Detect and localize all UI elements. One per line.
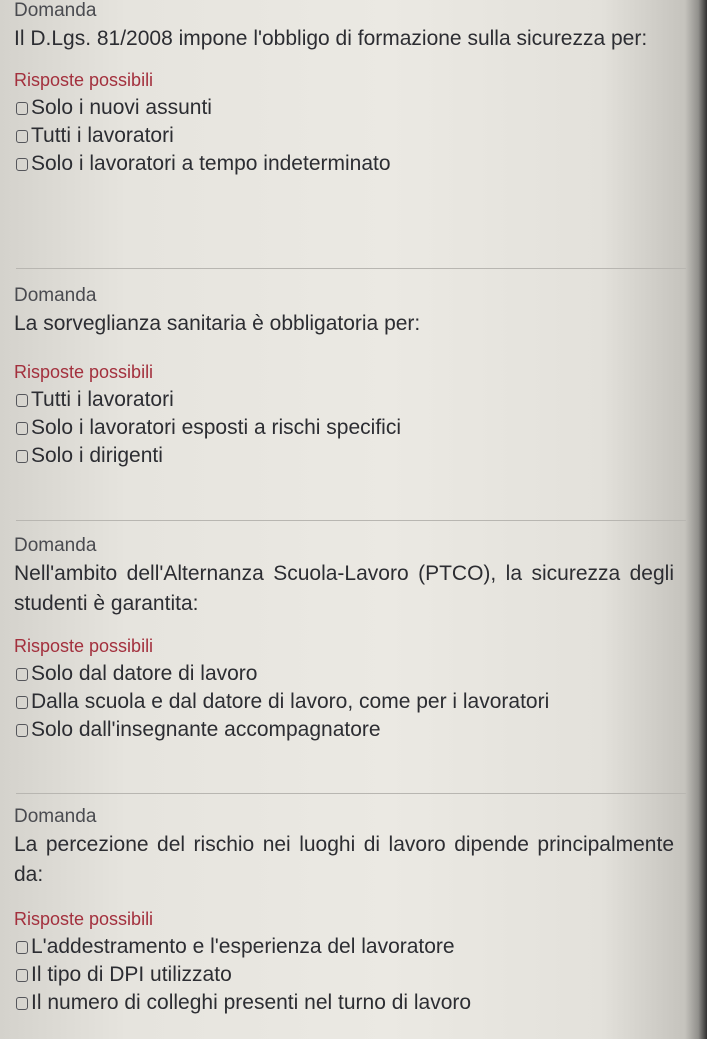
radio-button-icon[interactable]	[16, 941, 28, 954]
radio-button-icon[interactable]	[16, 969, 28, 982]
screen-edge-shadow	[685, 0, 707, 1039]
answer-option[interactable]	[14, 414, 684, 442]
answer-option-label: Il tipo di DPI utilizzato	[31, 963, 232, 986]
question-label: Domanda	[14, 535, 97, 556]
question-divider	[16, 268, 686, 269]
answer-option-label: Solo dal datore di lavoro	[31, 662, 258, 685]
answer-option-label: Solo i nuovi assunti	[31, 96, 212, 119]
radio-button-icon[interactable]	[16, 450, 28, 463]
question-block-3	[14, 535, 684, 744]
answers-label: Risposte possibili	[14, 636, 154, 656]
answer-options	[14, 94, 684, 178]
answer-option[interactable]	[14, 961, 684, 989]
radio-button-icon[interactable]	[16, 668, 28, 681]
radio-button-icon[interactable]	[16, 696, 28, 709]
question-text: Nell'ambito dell'Alternanza Scuola-Lavoro (PTCO), la sicurezza degli studenti è garantita:	[14, 562, 674, 615]
answer-options	[14, 933, 684, 1017]
question-label: Domanda	[14, 0, 97, 21]
answer-option-label: Il numero di colleghi presenti nel turno di lavoro	[31, 991, 472, 1014]
answer-option-label: Tutti i lavoratori	[31, 388, 174, 411]
question-label: Domanda	[14, 285, 97, 306]
question-block-4	[14, 806, 684, 1017]
radio-button-icon[interactable]	[16, 394, 28, 407]
answer-option-label: Solo dall'insegnante accompagnatore	[31, 718, 381, 741]
answers-label: Risposte possibili	[14, 70, 154, 90]
question-text: La sorveglianza sanitaria è obbligatoria per:	[14, 312, 421, 335]
answers-label: Risposte possibili	[14, 909, 154, 929]
answer-option-label: Tutti i lavoratori	[31, 124, 174, 147]
answer-option[interactable]	[14, 688, 684, 716]
answer-option[interactable]	[14, 442, 684, 470]
answer-option-label: L'addestramento e l'esperienza del lavoratore	[31, 935, 455, 958]
answer-option[interactable]	[14, 933, 684, 961]
answer-option-label: Solo i lavoratori esposti a rischi specifici	[31, 416, 401, 439]
answer-option[interactable]	[14, 989, 684, 1017]
answer-option[interactable]	[14, 716, 684, 744]
radio-button-icon[interactable]	[16, 102, 28, 115]
question-divider	[16, 520, 686, 521]
radio-button-icon[interactable]	[16, 724, 28, 737]
answer-option[interactable]	[14, 150, 684, 178]
answer-options	[14, 660, 684, 744]
question-block-2	[14, 285, 684, 470]
answer-option-label: Dalla scuola e dal datore di lavoro, come per i lavoratori	[31, 690, 550, 713]
answer-option-label: Solo i lavoratori a tempo indeterminato	[31, 152, 391, 175]
answer-option-label: Solo i dirigenti	[31, 444, 163, 467]
radio-button-icon[interactable]	[16, 997, 28, 1010]
radio-button-icon[interactable]	[16, 422, 28, 435]
answer-option[interactable]	[14, 386, 684, 414]
question-text: Il D.Lgs. 81/2008 impone l'obbligo di formazione sulla sicurezza per:	[14, 27, 648, 50]
answer-option[interactable]	[14, 660, 684, 688]
question-label: Domanda	[14, 806, 97, 827]
answer-option[interactable]	[14, 94, 684, 122]
question-block-1	[14, 0, 684, 178]
radio-button-icon[interactable]	[16, 158, 28, 171]
radio-button-icon[interactable]	[16, 130, 28, 143]
question-divider	[16, 793, 686, 794]
question-text: La percezione del rischio nei luoghi di lavoro dipende principalmente da:	[14, 833, 674, 886]
answer-option[interactable]	[14, 122, 684, 150]
answer-options	[14, 386, 684, 470]
answers-label: Risposte possibili	[14, 362, 154, 382]
